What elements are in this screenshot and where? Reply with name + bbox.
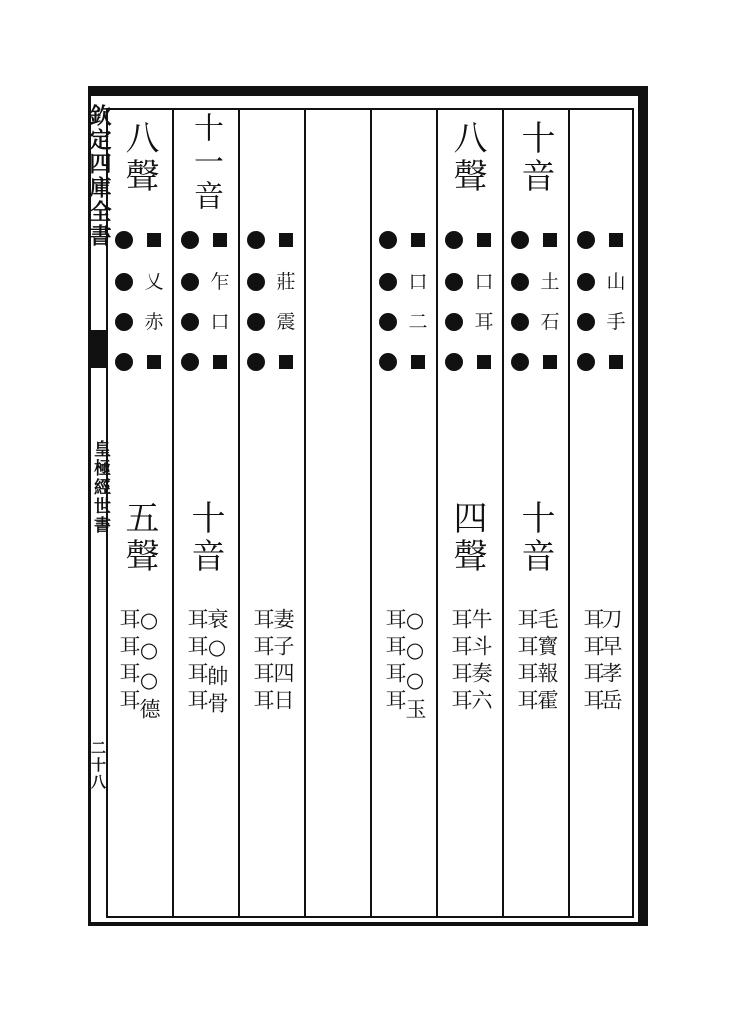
rhyme-character: 土 [540, 271, 560, 293]
column-heading: 八聲 [119, 120, 159, 196]
filled-square-mark [606, 352, 626, 372]
column-heading: 十音 [515, 120, 555, 196]
column-heading: 十一音 [188, 112, 223, 214]
column-rule [502, 108, 504, 918]
filled-square-mark [474, 352, 494, 372]
column-text-line: 耳耳耳耳 [185, 608, 209, 716]
rhyme-dot [444, 352, 464, 372]
rhyme-dot [378, 312, 398, 332]
column-rule [172, 108, 174, 918]
rhyme-dot [378, 230, 398, 250]
rhyme-dot [510, 352, 530, 372]
rhyme-dot [378, 352, 398, 372]
fishtail-mark [90, 330, 106, 368]
column-text-line: 妻子四日 [271, 608, 295, 716]
filled-square-mark [210, 352, 230, 372]
column-text-line: 耳耳耳耳 [515, 608, 539, 716]
rhyme-dot [246, 352, 266, 372]
column-text-line: 耳耳耳耳 [383, 608, 407, 716]
book-title: 欽定四庫全書 [86, 104, 112, 248]
rhyme-character: 口 [474, 271, 494, 293]
rhyme-dot [510, 230, 530, 250]
section-title: 皇極經世書 [90, 440, 110, 535]
column-text-line: 耳耳耳耳 [251, 608, 275, 716]
column-text-line: 耳耳耳耳 [449, 608, 473, 716]
column-heading-lower: 十音 [515, 500, 555, 576]
filled-square-mark [540, 230, 560, 250]
rhyme-dot [246, 272, 266, 292]
filled-square-mark [474, 230, 494, 250]
rhyme-character: 手 [606, 311, 626, 333]
rhyme-dot [576, 230, 596, 250]
filled-square-mark [540, 352, 560, 372]
column-text-line: 耳耳耳耳 [117, 608, 141, 716]
rhyme-dot [444, 272, 464, 292]
rhyme-dot [180, 312, 200, 332]
rhyme-dot [246, 312, 266, 332]
filled-square-mark [606, 230, 626, 250]
column-text-line: ○○○德 [137, 608, 161, 725]
rhyme-character: 莊 [276, 271, 296, 293]
rhyme-dot [378, 272, 398, 292]
column-heading: 八聲 [447, 120, 487, 196]
filled-square-mark [144, 352, 164, 372]
rhyme-dot [114, 230, 134, 250]
rhyme-character: 山 [606, 271, 626, 293]
rhyme-character: 二 [408, 311, 428, 333]
rhyme-character: 乍 [210, 271, 230, 293]
column-text-line: 衰○帥骨 [205, 608, 229, 719]
filled-square-mark [408, 352, 428, 372]
filled-square-mark [408, 230, 428, 250]
filled-square-mark [144, 230, 164, 250]
rhyme-character: 口 [408, 271, 428, 293]
column-text-line: 牛斗奏六 [469, 608, 493, 716]
column-rule [238, 108, 240, 918]
rhyme-character: 震 [276, 311, 296, 333]
column-rule [370, 108, 372, 918]
column-heading-lower: 十音 [185, 500, 225, 576]
rhyme-character: 石 [540, 311, 560, 333]
rhyme-dot [180, 230, 200, 250]
rhyme-character: 耳 [474, 311, 494, 333]
rhyme-dot [114, 312, 134, 332]
column-text-line: ○○○玉 [403, 608, 427, 725]
column-text-line: 毛寳報霍 [535, 608, 559, 716]
rhyme-dot [510, 272, 530, 292]
rhyme-dot [444, 312, 464, 332]
rhyme-dot [180, 272, 200, 292]
filled-square-mark [210, 230, 230, 250]
rhyme-dot [180, 352, 200, 372]
rhyme-character: 口 [210, 311, 230, 333]
rhyme-dot [114, 352, 134, 372]
rhyme-character: 赤 [144, 311, 164, 333]
column-rule [304, 108, 306, 918]
rhyme-dot [246, 230, 266, 250]
column-heading-lower: 五聲 [119, 500, 159, 576]
filled-square-mark [276, 230, 296, 250]
filled-square-mark [276, 352, 296, 372]
rhyme-dot [576, 272, 596, 292]
page-number: 二十八 [89, 740, 107, 791]
rhyme-dot [576, 352, 596, 372]
column-text-line: 耳耳耳耳 [581, 608, 605, 716]
rhyme-dot [576, 312, 596, 332]
column-rule [436, 108, 438, 918]
rhyme-dot [444, 230, 464, 250]
rhyme-character: 乂 [144, 271, 164, 293]
column-heading-lower: 四聲 [447, 500, 487, 576]
rhyme-dot [114, 272, 134, 292]
column-text-line: 刀早孝岳 [599, 608, 623, 716]
rhyme-dot [510, 312, 530, 332]
column-rule [568, 108, 570, 918]
